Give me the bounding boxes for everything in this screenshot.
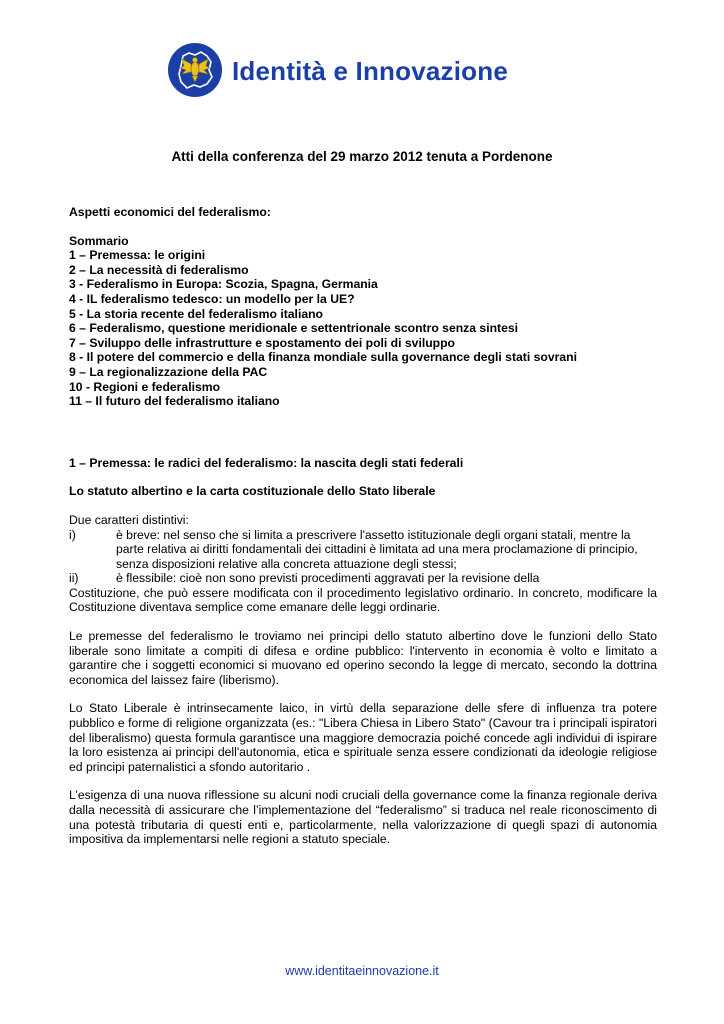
intro-heading: Aspetti economici del federalismo: (69, 205, 271, 219)
list-marker: i) (69, 527, 76, 542)
table-of-contents (69, 248, 657, 409)
body-paragraph: Lo Stato Liberale è intrinsecamente laico, in virtù della separazione delle sfere di influenza tra potere pubblico e forme di religione organizzata (es.: "Libera Chiesa in Libero Stato" (Cavour tra i principali ispiratori del liberalismo) questa formula garantisce una maggiore democrazia poiché concede agli individui di ispirare la loro esistenza ai principi dell'autonomia, etica e spirituale senza essere condizionati da ideologie religiose ed principi paternalistici a sfondo autoritario . (69, 701, 657, 774)
section-subheading: Lo statuto albertino e la carta costituzionale dello Stato liberale (69, 484, 436, 499)
toc-item: 8 - Il potere del commercio e della finanza mondiale sulla governance degli stati sovrani (69, 350, 577, 365)
list-marker: ii) (69, 571, 79, 586)
list-item (69, 571, 657, 586)
body-paragraph: Le premesse del federalismo le troviamo nei principi dello statuto albertino dove le funzioni dello Stato liberale sono limitate a compiti di difesa e ordine pubblico: l'intervento in economia è volto e limitato a garantire che i soggetti economici si muovano ed operino secondo la legge di mercato, secondo la dottrina economica del laissez faire (liberismo). (69, 629, 657, 687)
list-item-continuation: Costituzione, che può essere modificata con il procedimento legislativo ordinario. In concreto, modificare la Costituzione diventava semplice come emanare delle leggi ordinarie. (69, 585, 657, 615)
section-heading: 1 – Premessa: le radici del federalismo: la nascita degli stati federali (69, 455, 464, 470)
toc-item: 10 - Regioni e federalismo (69, 379, 221, 394)
body-paragraph: L’esigenza di una nuova riflessione su alcuni nodi cruciali della governance come la finanza regionale deriva dalla necessità di assicurare che l’implementazione del “federalismo” si traduca nel reale riconoscimento di una potestà tributaria di questi enti e, particolarmente, nella valorizzazione di quegli spazi di autonomia impositiva da implementarsi nelle regioni a statuto speciale. (69, 788, 657, 847)
document-body (69, 205, 657, 847)
regional-emblem-icon (167, 42, 223, 98)
toc-item: 7 – Sviluppo delle infrastrutture e spostamento dei poli di sviluppo (69, 335, 455, 350)
toc-item: 1 – Premessa: le origini (69, 248, 206, 263)
toc-item: 3 - Federalismo in Europa: Scozia, Spagna, Germania (69, 277, 378, 292)
toc-item: 4 - IL federalismo tedesco: un modello per la UE? (69, 291, 355, 306)
toc-item: 11 – Il futuro del federalismo italiano (69, 394, 280, 409)
org-name: Identità e Innovazione (232, 56, 508, 86)
list-lead: Due caratteri distintivi: (69, 512, 189, 527)
document-title: Atti della conferenza del 29 marzo 2012 tenuta a Pordenone (171, 149, 553, 164)
list-item-text: è breve: nel senso che si limita a prescrivere l'assetto istituzionale degli organi statali, mentre la parte relativa ai diritti fondamentali dei cittadini è limitata ad una mera proclamazione di principio, senza disposizioni relative alla concreta attuazione degli stessi; (116, 527, 638, 571)
toc-item: 9 – La regionalizzazione della PAC (69, 364, 268, 379)
list-item (69, 528, 657, 572)
toc-label: Sommario (69, 233, 129, 248)
list-item-text: è flessibile: cioè non sono previsti procedimenti aggravati per la revisione della (116, 571, 540, 586)
toc-item: 5 - La storia recente del federalismo italiano (69, 306, 323, 321)
toc-item: 2 – La necessità di federalismo (69, 262, 249, 277)
toc-item: 6 – Federalismo, questione meridionale e settentrionale scontro senza sintesi (69, 321, 519, 336)
footer-url[interactable]: www.identitaeinnovazione.it (285, 964, 439, 978)
